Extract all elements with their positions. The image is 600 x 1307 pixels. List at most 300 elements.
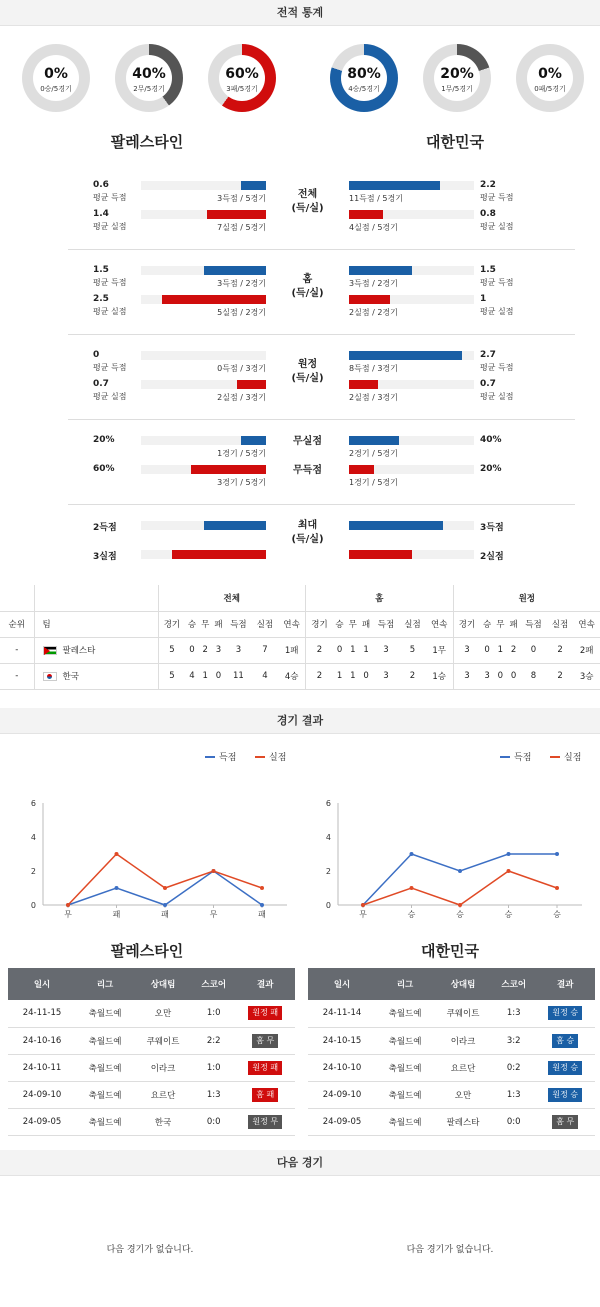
stat-cell: 2: [557, 645, 563, 655]
data-point: [361, 903, 365, 907]
right-label: 평균 득점: [480, 193, 514, 202]
x-tick-label: 패: [161, 910, 169, 919]
donut-4: [330, 44, 398, 112]
result-cell: [535, 1054, 595, 1081]
right-value: 1.5: [480, 265, 496, 275]
donut-caption: 0패/5경기: [534, 85, 566, 93]
result-opponent[interactable]: 한국: [134, 1108, 192, 1135]
data-point: [458, 903, 462, 907]
right-label: 평균 실점: [480, 307, 514, 316]
result-league: 축월드예: [76, 1108, 134, 1135]
result-badge: 홈 무: [252, 1034, 278, 1048]
y-tick-label: 0: [325, 901, 331, 910]
team-name-left: 팔레스타인: [110, 133, 184, 151]
stat-cell: 1: [497, 645, 504, 655]
left-count: 1경기 / 5경기: [217, 449, 266, 458]
left-value: 1.5: [93, 265, 109, 275]
stat-cell: 0: [497, 671, 504, 681]
result-cell: [235, 1027, 295, 1054]
results-team-name-left: 팔레스타인: [110, 942, 184, 960]
right-count: 8득점 / 3경기: [349, 364, 398, 373]
center-label-line: (득/실): [291, 203, 324, 214]
result-cell: [535, 1027, 595, 1054]
donut-percent: 0%: [44, 66, 68, 82]
donut-percent: 40%: [132, 66, 166, 82]
left-bar-track: [141, 380, 266, 389]
center-label: [268, 188, 347, 216]
result-badge: 원정 패: [248, 1061, 282, 1075]
result-date: 24-10-10: [308, 1054, 376, 1081]
result-score: 1:0: [192, 1054, 235, 1081]
donut-percent: 20%: [440, 66, 474, 82]
donut-caption: 1무/5경기: [441, 85, 473, 93]
right-bar-track: [349, 266, 474, 275]
result-score: 1:3: [192, 1081, 235, 1108]
result-badge: 원정 승: [548, 1088, 582, 1102]
stat-cell: 0: [484, 645, 490, 655]
right-count: 2경기 / 5경기: [349, 449, 398, 458]
left-bar: [204, 266, 267, 275]
section-title-next: 다음 경기: [0, 1150, 600, 1176]
left-label: 평균 실점: [93, 392, 127, 401]
donut-5: [423, 44, 491, 112]
right-bar: [349, 465, 374, 474]
column-header: 승: [335, 620, 344, 630]
result-cell: [535, 1000, 595, 1027]
y-tick-label: 6: [325, 799, 331, 808]
legend-label: 득점: [514, 753, 532, 763]
y-tick-label: 4: [325, 833, 331, 842]
result-league: 축월드예: [76, 1000, 134, 1027]
stat-cell: 5: [169, 671, 175, 681]
left-bar: [241, 181, 266, 190]
right-value: 0.7: [480, 379, 496, 389]
right-bar-track: [349, 210, 474, 219]
column-header: 실점: [551, 620, 569, 630]
column-header: 실점: [256, 620, 274, 630]
stat-cell: 3승: [579, 672, 594, 682]
y-tick-label: 2: [30, 867, 36, 876]
right-value: 0.8: [480, 209, 496, 219]
stat-cell: 1승: [426, 663, 453, 689]
result-date: 24-10-15: [308, 1027, 376, 1054]
result-date: 24-09-10: [8, 1081, 76, 1108]
left-bar-track: [141, 436, 266, 445]
left-bar: [241, 436, 266, 445]
results-header: 결과: [235, 968, 295, 1000]
y-tick-label: 4: [30, 833, 36, 842]
x-tick-label: 승: [456, 910, 464, 919]
x-tick-label: 승: [553, 910, 561, 919]
column-header: 패: [361, 620, 371, 630]
x-tick-label: 승: [407, 910, 416, 919]
line-chart-right: [305, 745, 595, 925]
column-header: 연속: [578, 620, 595, 630]
stat-cell: 1: [350, 671, 356, 681]
donut-1: [22, 44, 90, 112]
right-count: 2실점 / 3경기: [349, 393, 398, 402]
left-value: 20%: [93, 435, 115, 445]
left-bar-track: [141, 465, 266, 474]
result-row: [308, 1000, 595, 1027]
right-count: 4실점 / 5경기: [349, 223, 398, 232]
series-line-실점: [68, 854, 262, 905]
result-row: [308, 1054, 595, 1081]
stat-cell: 1: [202, 671, 208, 681]
result-score: 0:2: [492, 1054, 535, 1081]
center-label-line: (득/실): [291, 373, 324, 384]
next-game-empty-left: 다음 경기가 없습니다.: [106, 1245, 194, 1255]
x-tick-label: 무: [359, 910, 367, 919]
stat-cell: 4: [262, 671, 268, 681]
left-label: 평균 득점: [93, 193, 127, 202]
line-chart-left: [10, 745, 300, 925]
column-header: 연속: [278, 611, 305, 637]
stat-cell: 1무: [426, 637, 453, 663]
right-bar-track: [349, 295, 474, 304]
stat-cell: 2: [510, 645, 517, 655]
result-score: 1:3: [492, 1000, 535, 1027]
result-score: 1:0: [192, 1000, 235, 1027]
stat-block-3: [68, 335, 575, 420]
stat-cell: 0: [215, 671, 222, 681]
data-point: [507, 852, 511, 856]
stat-cell: 8: [530, 671, 537, 681]
legend-label: 실점: [269, 753, 287, 763]
left-bar: [204, 521, 267, 530]
data-point: [212, 869, 216, 873]
result-cell: [235, 1000, 295, 1027]
chart-right: [305, 745, 595, 925]
team-cell[interactable]: [34, 637, 158, 663]
right-bar-track: [349, 351, 474, 360]
column-header: 무: [348, 620, 357, 630]
right-bar-track: [349, 550, 474, 559]
stat-cell: 0: [530, 645, 537, 655]
stat-cell: 1: [363, 645, 369, 655]
column-header: 무: [201, 620, 210, 630]
stat-cell: 3: [235, 645, 242, 655]
result-league: 축월드예: [376, 1081, 434, 1108]
column-header: 득점: [377, 620, 395, 630]
result-opponent[interactable]: 오만: [434, 1081, 492, 1108]
result-opponent[interactable]: 요르단: [434, 1054, 492, 1081]
results-header: 상대팀: [434, 968, 492, 1000]
left-bar: [191, 465, 266, 474]
left-value: 60%: [93, 464, 115, 474]
right-value: 40%: [480, 435, 502, 445]
left-value: 3실점: [93, 552, 117, 562]
result-badge: 홈 무: [552, 1115, 578, 1129]
result-badge: 원정 승: [548, 1006, 582, 1020]
donut-caption: 0승/5경기: [40, 85, 72, 93]
results-header: 리그: [376, 968, 434, 1000]
stat-cell: 11: [232, 671, 244, 681]
stat-cell: 2: [202, 645, 208, 655]
result-row: [308, 1081, 595, 1108]
center-label: 무득점: [293, 465, 322, 476]
result-date: 24-11-15: [8, 1000, 76, 1027]
left-count: 3경기 / 5경기: [217, 478, 266, 487]
data-point: [410, 886, 414, 890]
team-name: 한국: [62, 672, 79, 682]
column-header: 팀: [34, 611, 158, 637]
left-value: 2.5: [93, 294, 109, 304]
center-label: 무실점: [293, 436, 322, 447]
result-row: [8, 1054, 295, 1081]
stat-cell: 3: [484, 671, 490, 681]
left-count: 2실점 / 3경기: [217, 393, 266, 402]
results-header: 일시: [8, 968, 76, 1000]
result-cell: [235, 1081, 295, 1108]
data-point: [260, 903, 264, 907]
series-line-실점: [363, 871, 557, 905]
right-count: 3득점 / 2경기: [349, 279, 398, 288]
donut-caption: 4승/5경기: [348, 85, 380, 93]
result-date: 24-09-05: [8, 1108, 76, 1135]
result-row: [308, 1108, 595, 1135]
left-bar-track: [141, 295, 266, 304]
results-table-left: [8, 968, 295, 1136]
result-badge: 홈 승: [552, 1034, 578, 1048]
result-opponent[interactable]: 이라크: [134, 1054, 192, 1081]
results-header: 스코어: [192, 968, 235, 1000]
results-header: 상대팀: [134, 968, 192, 1000]
result-date: 24-10-11: [8, 1054, 76, 1081]
right-count: 1경기 / 5경기: [349, 478, 398, 487]
data-point: [555, 852, 559, 856]
results-header: 스코어: [492, 968, 535, 1000]
left-bar: [237, 380, 266, 389]
right-value: 2실점: [480, 552, 504, 562]
result-league: 축월드예: [76, 1081, 134, 1108]
center-label-line: 원정: [297, 359, 318, 370]
stat-cell: 0: [189, 645, 195, 655]
stat-cell: 0: [510, 671, 517, 681]
result-badge: 홈 패: [252, 1088, 278, 1102]
result-row: [308, 1027, 595, 1054]
column-header: 패: [509, 620, 518, 630]
results-header: 결과: [535, 968, 595, 1000]
right-label: 평균 득점: [480, 278, 514, 287]
data-point: [163, 903, 167, 907]
result-score: 2:2: [192, 1027, 235, 1054]
flag-triangle: [44, 647, 50, 655]
result-row: [8, 1081, 295, 1108]
column-header: 무: [496, 620, 505, 630]
stat-cell: 3: [383, 645, 389, 655]
stat-cell: 5: [409, 645, 416, 655]
donut-3: [208, 44, 276, 112]
right-bar: [349, 351, 462, 360]
stat-block-2: [68, 250, 575, 335]
left-label: 평균 실점: [93, 307, 127, 316]
right-label: 평균 실점: [480, 222, 514, 231]
right-bar: [349, 380, 378, 389]
column-header: 경기: [458, 620, 476, 630]
results-table-right: [308, 968, 595, 1136]
left-count: 7실점 / 5경기: [217, 223, 266, 232]
result-opponent[interactable]: 오만: [134, 1000, 192, 1027]
right-value: 1: [480, 294, 487, 304]
left-bar-track: [141, 181, 266, 190]
data-point: [410, 852, 414, 856]
center-label: [268, 358, 347, 386]
stat-cell: 3: [383, 671, 389, 681]
legend-label: 득점: [219, 753, 237, 763]
result-opponent[interactable]: 쿠웨이트: [434, 1000, 492, 1027]
left-count: 0득점 / 3경기: [217, 364, 266, 373]
left-value: 0: [93, 350, 100, 360]
right-bar-track: [349, 436, 474, 445]
left-bar: [207, 210, 266, 219]
stat-cell: 1: [336, 671, 343, 681]
empty-cell: [0, 585, 34, 611]
stat-cell: 4: [189, 671, 195, 681]
left-count: 5실점 / 2경기: [217, 308, 266, 317]
result-badge: 원정 패: [248, 1006, 282, 1020]
results-team-name-right: 대한민국: [421, 942, 479, 960]
left-bar: [162, 295, 266, 304]
right-bar: [349, 521, 443, 530]
legend-label: 실점: [564, 753, 582, 763]
left-count: 3득점 / 2경기: [217, 279, 266, 288]
result-opponent[interactable]: 쿠웨이트: [134, 1027, 192, 1054]
stat-cell: 2: [316, 671, 323, 681]
result-cell: [535, 1108, 595, 1135]
stat-block-1: [68, 165, 575, 250]
team-name: 팔레스타: [62, 646, 96, 656]
x-tick-label: 패: [258, 910, 266, 919]
right-bar: [349, 210, 383, 219]
result-cell: [235, 1108, 295, 1135]
left-label: 평균 실점: [93, 222, 127, 231]
y-tick-label: 2: [325, 867, 331, 876]
result-badge: 원정 승: [548, 1061, 582, 1075]
data-point: [260, 886, 264, 890]
data-point: [66, 903, 70, 907]
data-point: [555, 886, 559, 890]
result-badge: 원정 무: [248, 1115, 282, 1129]
stat-cell: 2: [409, 671, 416, 681]
chart-left: [10, 745, 300, 925]
stat-block-4: [68, 420, 575, 505]
right-bar-track: [349, 181, 474, 190]
team-cell[interactable]: [34, 663, 158, 689]
group-header: 원정: [518, 593, 536, 604]
donut-caption: 2무/5경기: [133, 85, 165, 93]
data-point: [458, 869, 462, 873]
empty-cell: [34, 585, 158, 611]
section-title-stats: 전적 통계: [0, 0, 600, 26]
column-header: 득점: [230, 620, 247, 630]
left-value: 0.6: [93, 180, 109, 190]
stat-cell: 0: [363, 671, 369, 681]
standings-row: [0, 663, 600, 689]
right-label: 평균 득점: [480, 363, 514, 372]
flag-taegeuk: [47, 674, 52, 679]
right-value: 2.2: [480, 180, 496, 190]
result-league: 축월드예: [376, 1108, 434, 1135]
stat-cell: 2: [557, 671, 563, 681]
result-league: 축월드예: [76, 1027, 134, 1054]
next-game-empty-right: 다음 경기가 없습니다.: [406, 1245, 494, 1255]
right-bar-track: [349, 521, 474, 530]
right-value: 3득점: [480, 523, 504, 533]
stat-cell: 1패: [278, 637, 305, 663]
data-point: [115, 852, 119, 856]
stat-cell: 2패: [579, 646, 594, 656]
group-header: 전체: [158, 585, 306, 611]
result-cell: [235, 1054, 295, 1081]
x-tick-label: 무: [64, 910, 72, 919]
result-score: 0:0: [492, 1108, 535, 1135]
x-tick-label: 패: [112, 910, 121, 919]
right-bar-track: [349, 465, 474, 474]
column-header: 경기: [311, 620, 328, 630]
stat-cell: 0: [336, 645, 343, 655]
result-league: 축월드예: [376, 1000, 434, 1027]
column-header: 연속: [426, 611, 453, 637]
center-label-line: (득/실): [291, 288, 324, 299]
data-point: [115, 886, 119, 890]
left-value: 0.7: [93, 379, 109, 389]
left-bar-track: [141, 210, 266, 219]
result-cell: [535, 1081, 595, 1108]
right-bar: [349, 436, 399, 445]
result-league: 축월드예: [76, 1054, 134, 1081]
left-bar-track: [141, 550, 266, 559]
rank-cell: -: [0, 663, 34, 689]
right-bar: [349, 295, 390, 304]
result-score: 3:2: [492, 1027, 535, 1054]
right-count: 11득점 / 5경기: [349, 194, 403, 203]
left-bar-track: [141, 266, 266, 275]
donut-row: [0, 44, 600, 116]
stat-cell: 3: [215, 645, 222, 655]
stat-cell: 2: [316, 645, 323, 655]
data-point: [507, 869, 511, 873]
result-row: [8, 1108, 295, 1135]
data-point: [163, 886, 167, 890]
stat-cell: 4승: [278, 663, 305, 689]
left-bar-track: [141, 351, 266, 360]
donut-percent: 0%: [538, 66, 562, 82]
result-opponent[interactable]: 요르단: [134, 1081, 192, 1108]
center-label-line: (득/실): [291, 534, 324, 545]
stat-cell: 3: [464, 645, 470, 655]
result-date: 24-11-14: [308, 1000, 376, 1027]
series-line-득점: [363, 854, 557, 905]
x-tick-label: 무: [209, 910, 218, 919]
left-label: 평균 득점: [93, 363, 127, 372]
donut-percent: 80%: [347, 66, 381, 82]
result-league: 축월드예: [376, 1054, 434, 1081]
team-name-right: 대한민국: [426, 133, 484, 151]
result-opponent[interactable]: 팔레스타: [434, 1108, 492, 1135]
column-header: 순위: [0, 611, 34, 637]
right-bar: [349, 181, 440, 190]
results-header: 리그: [76, 968, 134, 1000]
right-bar-track: [349, 380, 474, 389]
column-header: 승: [187, 620, 197, 630]
result-date: 24-10-16: [8, 1027, 76, 1054]
result-opponent[interactable]: 이라크: [434, 1027, 492, 1054]
korea-flag-icon: [43, 672, 57, 681]
column-header: 실점: [404, 620, 421, 630]
stat-cell: 5: [169, 645, 175, 655]
column-header: 승: [482, 620, 492, 630]
